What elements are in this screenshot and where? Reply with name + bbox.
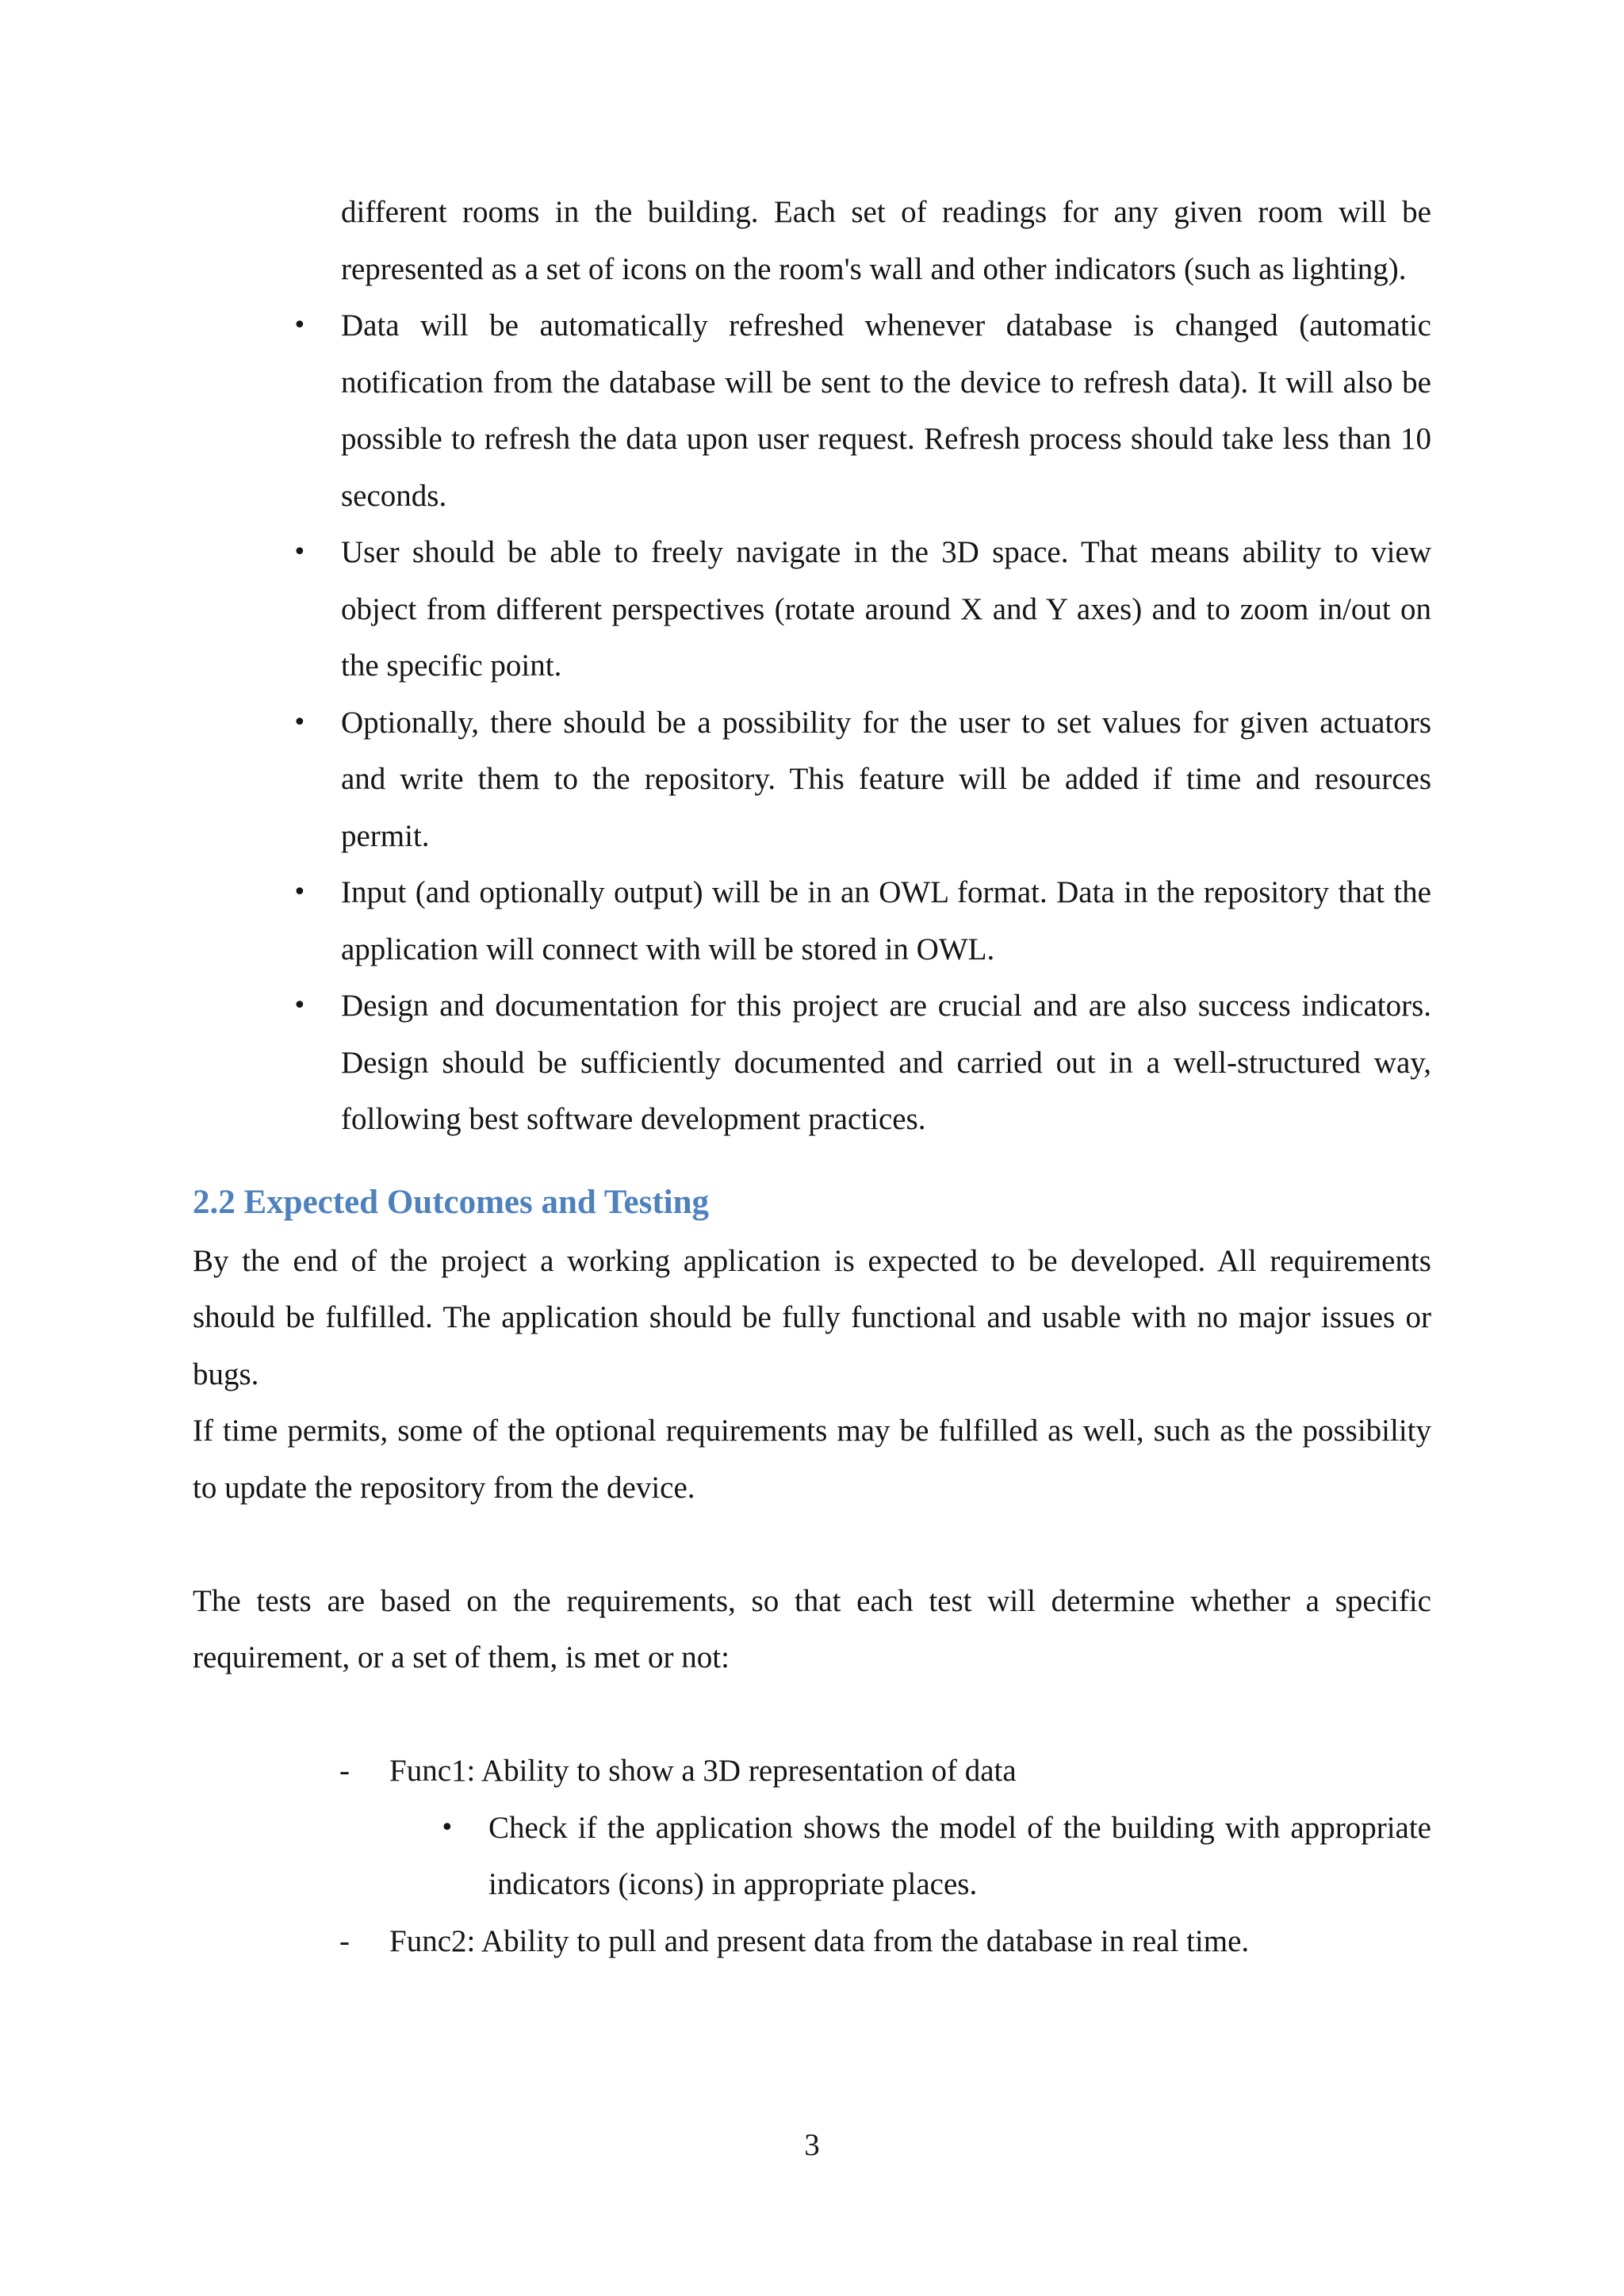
test-check-text: Check if the application shows the model of the building with appropriate indicators (icons) in appropriate places.: [488, 1810, 1431, 1901]
bullet-dot-icon: •: [293, 992, 307, 1020]
optional-requirements-paragraph: If time permits, some of the optional requirements may be fulfilled as well, such as the possibility to update the repository from the device.: [193, 1414, 1431, 1505]
bullet-text: Input (and optionally output) will be in an OWL format. Data in the repository that the application will connect with will be stored in OWL.: [341, 875, 1431, 966]
bullet-item-refresh: [293, 297, 1431, 524]
page-content: [193, 184, 1431, 1969]
bullet-text: Design and documentation for this project are crucial and are also success indicators. Design should be sufficiently documented and carried out in a well-structured way, following best software development practices.: [341, 989, 1431, 1136]
bullet-dot-icon: •: [293, 538, 307, 566]
dash-marker: -: [339, 1754, 350, 1788]
page-number: 3: [804, 2128, 820, 2162]
bullet-text: User should be able to freely navigate in the 3D space. That means ability to view object from different perspectives (rotate around X and Y axes) and to zoom in/out on the specific point.: [341, 535, 1431, 683]
bullet-item-owl-format: [293, 864, 1431, 978]
blank-line: [193, 1516, 1431, 1573]
blank-line: [193, 1686, 1431, 1743]
bullet-text: Optionally, there should be a possibility for the user to set values for given actuators and write them to the repository. This feature will be added if time and resources permit.: [341, 705, 1431, 853]
dash-marker: -: [339, 1923, 350, 1958]
bullet-dot-icon: •: [293, 312, 307, 339]
bullet-text: Data will be automatically refreshed whenever database is changed (automatic notification from the database will be sent to the device to refresh data). It will also be possible to refresh the data upon user request. Refresh process should take less than 10 seconds.: [341, 308, 1431, 513]
outcomes-paragraph: By the end of the project a working application is expected to be developed. All requirements should be fulfilled. The application should be fully functional and usable with no major issues or bugs.: [193, 1243, 1431, 1391]
test-item-func2: [339, 1913, 1431, 1970]
tests-intro-paragraph: The tests are based on the requirements, so that each test will determine whether a specific requirement, or a set of them, is met or not:: [193, 1583, 1431, 1674]
test-label: Func1: Ability to show a 3D representation of data: [389, 1754, 1017, 1788]
test-check-item: [440, 1800, 1431, 1913]
bullet-item-actuators: [293, 695, 1431, 865]
bullet-dot-icon: •: [293, 878, 307, 906]
bullet-dot-icon: •: [440, 1813, 454, 1842]
requirements-bullet-list: [193, 297, 1431, 1148]
bullet-item-navigation: [293, 524, 1431, 695]
bullet-item-design: [293, 978, 1431, 1148]
section-heading: 2.2 Expected Outcomes and Testing: [193, 1183, 710, 1221]
test-item-func1: [339, 1743, 1431, 1800]
continued-paragraph: different rooms in the building. Each set of readings for any given room will be represented as a set of icons on the room's wall and other indicators (such as lighting).: [341, 195, 1431, 286]
test-label: Func2: Ability to pull and present data from the database in real time.: [389, 1923, 1250, 1958]
bullet-dot-icon: •: [293, 708, 307, 737]
